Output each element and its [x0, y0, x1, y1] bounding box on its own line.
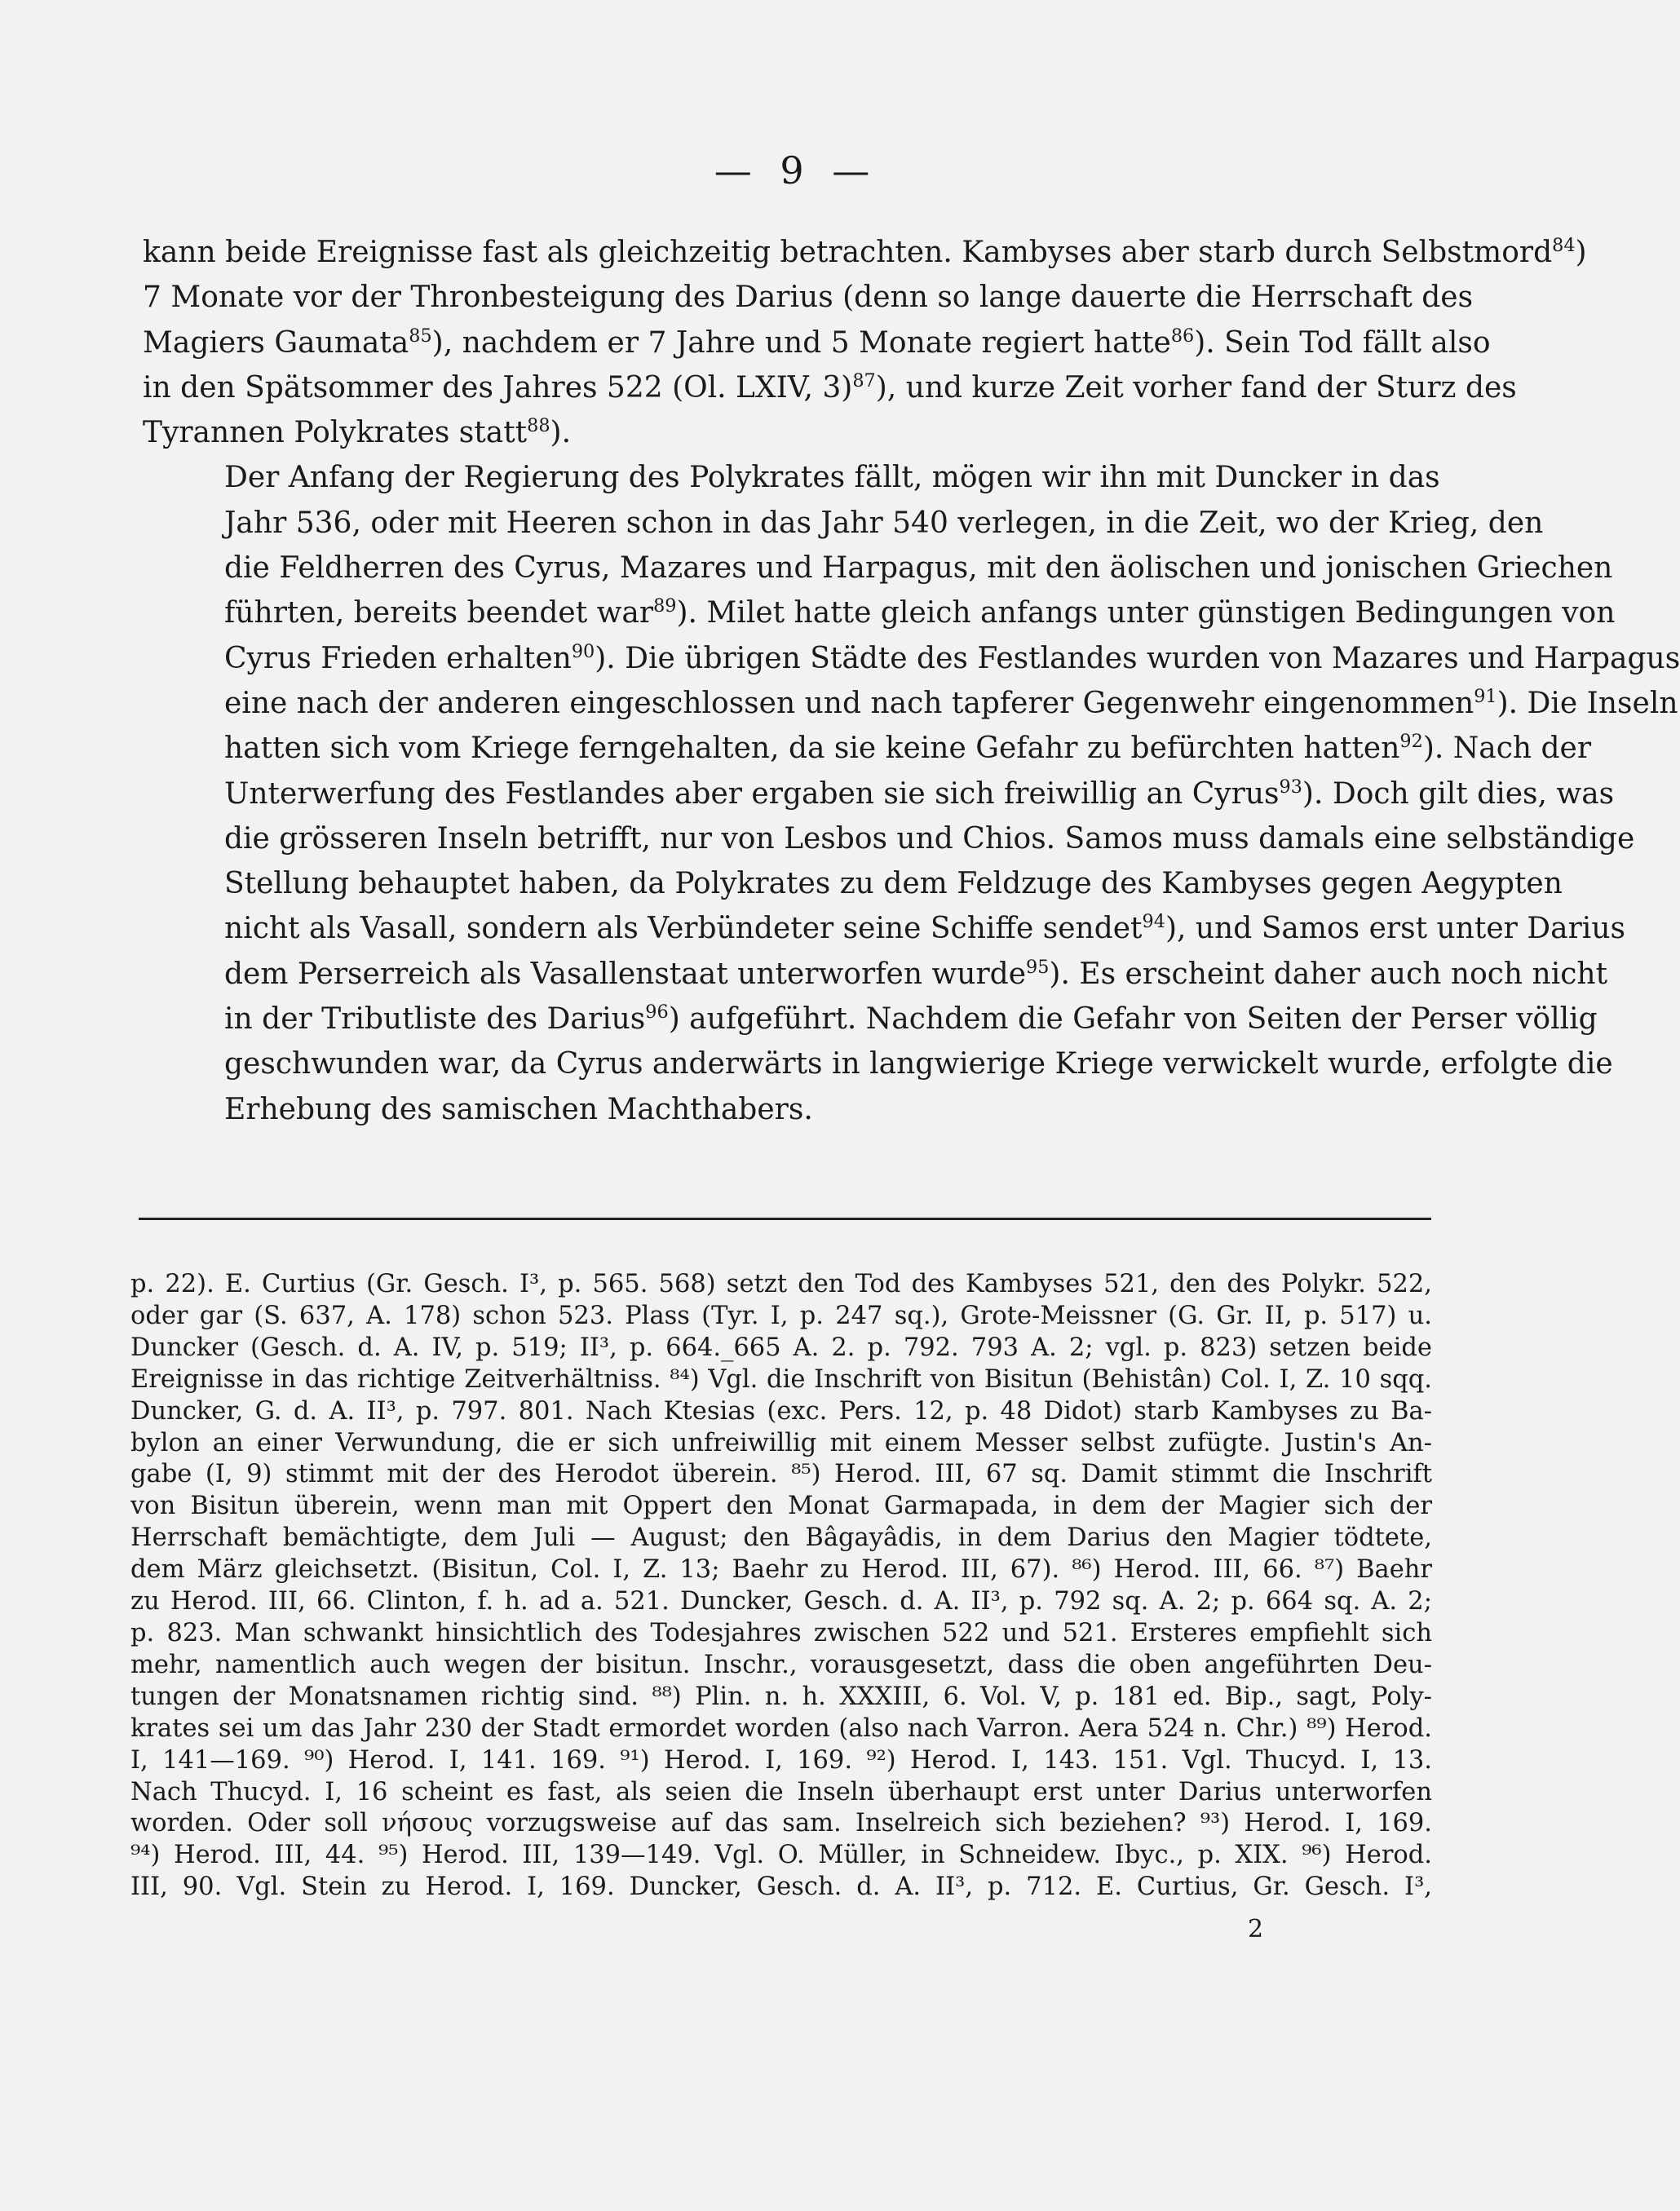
text-line	[143, 1041, 1613, 1086]
text-run: nicht als Vasall, sondern als Verbündeter seine Schiffe sendet	[224, 912, 1143, 946]
text-line	[143, 906, 1625, 951]
text-run: Der Anfang der Regierung des Polykrates fällt, mögen wir ihn mit Duncker in das	[224, 461, 1440, 495]
text-line	[143, 726, 1592, 771]
text-line	[143, 1087, 1431, 1132]
footnote-line: zu Herod. III, 66. Clinton, f. h. ad a. 521. Duncker, Gesch. d. A. II³, p. 792 sq. A. 2; p. 664 sq. A. 2;	[130, 1587, 1432, 1616]
text-run: ). Die Inseln	[1497, 686, 1678, 720]
text-line	[143, 546, 1613, 590]
text-line	[143, 410, 1431, 455]
text-run: in der Tributliste des Darius	[224, 1002, 646, 1037]
footnote-line: bylon an einer Verwundung, die er sich unfreiwillig mit einem Messer selbst zufügte. Justin's An-	[130, 1428, 1432, 1457]
footnote-line: III, 90. Vgl. Stein zu Herod. I, 169. Duncker, Gesch. d. A. II³, p. 712. E. Curtius, Gr. Gesch. I³,	[130, 1873, 1432, 1902]
footnotes	[130, 1269, 1432, 1904]
text-run: ) aufgeführt. Nachdem die Gefahr von Seiten der Perser völlig	[668, 1002, 1598, 1037]
signature-mark: 2	[1248, 1915, 1264, 1943]
text-run: ). Milet hatte gleich anfangs unter günstigen Bedingungen von	[676, 596, 1616, 630]
footnote-line: mehr, namentlich auch wegen der bisitun. Inschr., vorausgesetzt, dass die oben angeführten Deu-	[130, 1650, 1432, 1679]
footnote-line: ⁹⁴) Herod. III, 44. ⁹⁵) Herod. III, 139—149. Vgl. O. Müller, in Schneidew. Ibyc., p. XIX. ⁹⁶) Herod.	[130, 1841, 1432, 1870]
footnote-line: Herrschaft bemächtigte, dem Juli — August; den Bâgayâdis, in dem Darius den Magier tödtete,	[130, 1523, 1432, 1553]
text-run: ). Die übrigen Städte des Festlandes wurden von Mazares und Harpagus	[595, 641, 1680, 675]
text-run: ), nachdem er 7 Jahre und 5 Monate regiert hatte	[431, 325, 1171, 360]
text-line	[143, 997, 1598, 1041]
footnote-line: krates sei um das Jahr 230 der Stadt ermordet worden (also nach Varron. Aera 524 n. Chr.) ⁸⁹) Herod.	[130, 1714, 1432, 1743]
paragraph-2	[143, 455, 1680, 1131]
text-line	[143, 230, 1587, 275]
text-run: Erhebung des samischen Machthabers.	[224, 1092, 813, 1126]
footnote-ref: 84	[1552, 235, 1576, 256]
text-line	[143, 816, 1635, 861]
footnote-ref: 95	[1026, 956, 1050, 978]
page-number: — 9 —	[714, 148, 878, 192]
footnote-line: p. 22). E. Curtius (Gr. Gesch. I³, p. 565. 568) setzt den Tod des Kambyses 521, den des Polykr. 522,	[130, 1270, 1432, 1298]
text-line	[143, 772, 1615, 816]
text-run: ). Nach der	[1422, 732, 1592, 766]
text-run: geschwunden war, da Cyrus anderwärts in langwierige Kriege verwickelt wurde, erfolgte die	[224, 1047, 1613, 1081]
text-run: ). Sein Tod fällt also	[1194, 325, 1491, 360]
text-run: ). Es erscheint daher auch noch nicht	[1049, 957, 1608, 991]
text-line	[143, 275, 1474, 320]
text-line	[143, 455, 1440, 500]
text-run: ), und kurze Zeit vorher fand der Sturz des	[875, 370, 1517, 405]
text-run: die grösseren Inseln betrifft, nur von Lesbos und Chios. Samos muss damals eine selbständige	[224, 821, 1635, 856]
footnote-line: Duncker, G. d. A. II³, p. 797. 801. Nach Ktesias (exc. Pers. 12, p. 48 Didot) starb Kambyses zu Ba-	[130, 1396, 1432, 1426]
footnote-line: worden. Oder soll νήσους vorzugsweise auf das sam. Inselreich sich beziehen? ⁹³) Herod. I, 169.	[130, 1809, 1432, 1838]
footnote-line: Duncker (Gesch. d. A. IV, p. 519; II³, p. 664._665 A. 2. p. 792. 793 A. 2; vgl. p. 823) setzen beide	[130, 1333, 1432, 1362]
footnote-line: gabe (I, 9) stimmt mit der des Herodot überein. ⁸⁵) Herod. III, 67 sq. Damit stimmt die Inschrift	[130, 1460, 1432, 1489]
text-line	[143, 365, 1517, 410]
text-run: ).	[550, 416, 572, 450]
text-line	[143, 501, 1544, 546]
footnote-line: Nach Thucyd. I, 16 scheint es fast, als seien die Inseln überhaupt erst unter Darius unterworfen	[130, 1777, 1432, 1806]
paragraph-1	[143, 230, 1587, 455]
text-run: 7 Monate vor der Thronbesteigung des Darius (denn so lange dauerte die Herrschaft des	[143, 281, 1474, 315]
footnote-line: Ereignisse in das richtige Zeitverhältniss. ⁸⁴) Vgl. die Inschrift von Bisitun (Behistân) Col. I, Z. 10 sqq.	[130, 1364, 1432, 1394]
footnote-ref: 90	[571, 640, 595, 662]
text-run: Stellung behauptet haben, da Polykrates zu dem Feldzuge des Kambyses gegen Aegypten	[224, 867, 1563, 901]
footnote-line: oder gar (S. 637, A. 178) schon 523. Plass (Tyr. I, p. 247 sq.), Grote-Meissner (G. Gr. II, p. 517) u.	[130, 1301, 1432, 1330]
footnote-line: dem März gleichsetzt. (Bisitun, Col. I, Z. 13; Baehr zu Herod. III, 67). ⁸⁶) Herod. III, 66. ⁸⁷) Baehr	[130, 1555, 1432, 1585]
text-run: hatten sich vom Kriege ferngehalten, da sie keine Gefahr zu befürchten hatten	[224, 732, 1400, 766]
text-run: ), und Samos erst unter Darius	[1165, 912, 1625, 946]
footnote-line: tungen der Monatsnamen richtig sind. ⁸⁸) Plin. n. h. XXXIII, 6. Vol. V, p. 181 ed. Bip., sagt, Poly-	[130, 1682, 1432, 1711]
text-run: führten, bereits beendet war	[224, 596, 654, 630]
text-line	[143, 681, 1678, 726]
text-run: Unterwerfung des Festlandes aber ergaben sie sich freiwillig an Cyrus	[224, 776, 1280, 811]
text-line	[143, 636, 1680, 681]
text-line	[143, 590, 1616, 635]
footnote-ref: 89	[653, 595, 677, 617]
text-run: kann beide Ereignisse fast als gleichzeitig betrachten. Kambyses aber starb durch Selbstmord	[143, 236, 1553, 269]
footnote-ref: 85	[409, 325, 432, 347]
footnote-line: I, 141—169. ⁹⁰) Herod. I, 141. 169. ⁹¹) Herod. I, 169. ⁹²) Herod. I, 143. 151. Vgl. Thucyd. I, 13.	[130, 1745, 1432, 1775]
text-run: die Feldherren des Cyrus, Mazares und Harpagus, mit den äolischen und jonischen Griechen	[224, 551, 1613, 586]
footnote-ref: 86	[1170, 325, 1195, 347]
footnote-ref: 91	[1474, 685, 1497, 707]
text-line	[143, 321, 1491, 365]
footnote-ref: 92	[1399, 731, 1423, 753]
text-line	[143, 952, 1608, 997]
text-run: dem Perserreich als Vasallenstaat unterworfen wurde	[224, 957, 1027, 991]
text-run: Jahr 536, oder mit Heeren schon in das Jahr 540 verlegen, in die Zeit, wo der Krieg, den	[224, 506, 1544, 540]
text-run: )	[1575, 236, 1587, 269]
footnote-line: von Bisitun überein, wenn man mit Oppert den Monat Garmapada, in dem der Magier sich der	[130, 1492, 1432, 1521]
footnote-ref: 94	[1142, 911, 1165, 933]
footnote-line: p. 823. Man schwankt hinsichtlich des Todesjahres zwischen 522 und 521. Ersteres empfiehlt sich	[130, 1618, 1432, 1647]
main-text	[143, 230, 1680, 1132]
footnote-ref: 93	[1279, 776, 1302, 798]
text-run: Tyrannen Polykrates statt	[143, 416, 528, 450]
footnote-divider	[139, 1218, 1431, 1220]
text-run: Cyrus Frieden erhalten	[224, 641, 572, 675]
text-line	[143, 861, 1563, 906]
text-run: eine nach der anderen eingeschlossen und nach tapferer Gegenwehr eingenommen	[224, 686, 1474, 720]
text-run: Magiers Gaumata	[143, 325, 409, 360]
text-run: in den Spätsommer des Jahres 522 (Ol. LXIV, 3)	[143, 370, 853, 405]
footnote-ref: 87	[852, 369, 876, 391]
footnote-ref: 88	[527, 415, 550, 437]
text-run: ). Doch gilt dies, was	[1302, 776, 1615, 811]
footnote-ref: 96	[645, 1002, 669, 1024]
